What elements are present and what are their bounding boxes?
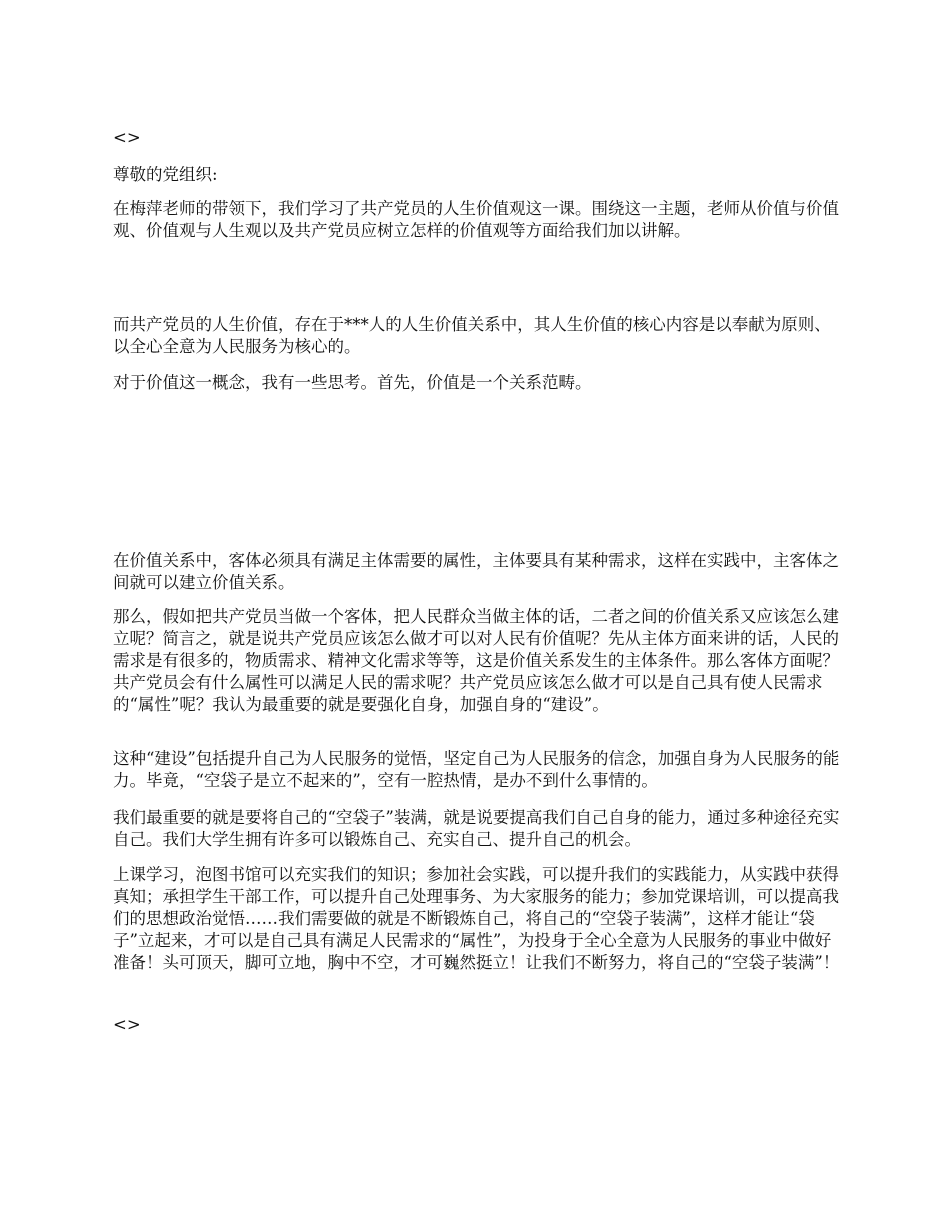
paragraph-5: 那么，假如把共产党员当做一个客体，把人民群众当做主体的话，二者之间的价值关系又应该怎么建立呢？简言之，就是说共产党员应该怎么做才可以对人民有价值呢？先从主体方面来讲的话，人民的需求是有很多的，物质需求、精神文化需求等等，这是价值关系发生的主体条件。那么客体方面呢？共产党员会有什么属性可以满足人民的需求呢？共产党员应该怎么做才可以是自己具有使人民需求的“属性”呢？我认为最重要的就是要强化自身，加强自身的“建设”。 bbox=[113, 607, 839, 714]
marker-bottom: <> bbox=[113, 1015, 141, 1034]
paragraph-6: 这种“建设”包括提升自己为人民服务的觉悟，坚定自己为人民服务的信念，加强自身为人民服务的能力。毕竟，“空袋子是立不起来的”，空有一腔热情，是办不到什么事情的。 bbox=[113, 749, 840, 790]
paragraph-2: 而共产党员的人生价值，存在于***人的人生价值关系中，其人生价值的核心内容是以奉献为原则、以全心全意为人民服务为核心的。 bbox=[113, 315, 831, 356]
paragraph-1: 在梅萍老师的带领下，我们学习了共产党员的人生价值观这一课。围绕这一主题，老师从价值与价值观、价值观与人生观以及共产党员应树立怎样的价值观等方面给我们加以讲解。 bbox=[113, 199, 839, 240]
paragraph-4: 在价值关系中，客体必须具有满足主体需要的属性，主体要具有某种需求，这样在实践中，主客体之间就可以建立价值关系。 bbox=[113, 551, 839, 592]
paragraph-7: 我们最重要的就是要将自己的“空袋子”装满，就是说要提高我们自己自身的能力，通过多种途径充实自己。我们大学生拥有许多可以锻炼自己、充实自己、提升自己的机会。 bbox=[113, 808, 840, 849]
paragraph-8: 上课学习，泡图书馆可以充实我们的知识；参加社会实践，可以提升我们的实践能力，从实践中获得真知；承担学生干部工作，可以提升自己处理事务、为大家服务的能力；参加党课培训，可以提高我们的思想政治觉悟……我们需要做的就是不断锻炼自己，将自己的“空袋子装满”，这样才能让“袋子”立起来，才可以是自己具有满足人民需求的“属性”，为投身于全心全意为人民服务的事业中做好准备！头可顶天，脚可立地，胸中不空，才可巍然挺立！让我们不断努力，将自己的“空袋子装满”！ bbox=[113, 865, 840, 972]
salutation: 尊敬的党组织: bbox=[113, 165, 218, 184]
paragraph-3: 对于价值这一概念，我有一些思考。首先，价值是一个关系范畴。 bbox=[113, 373, 592, 392]
marker-top: <> bbox=[113, 128, 141, 147]
